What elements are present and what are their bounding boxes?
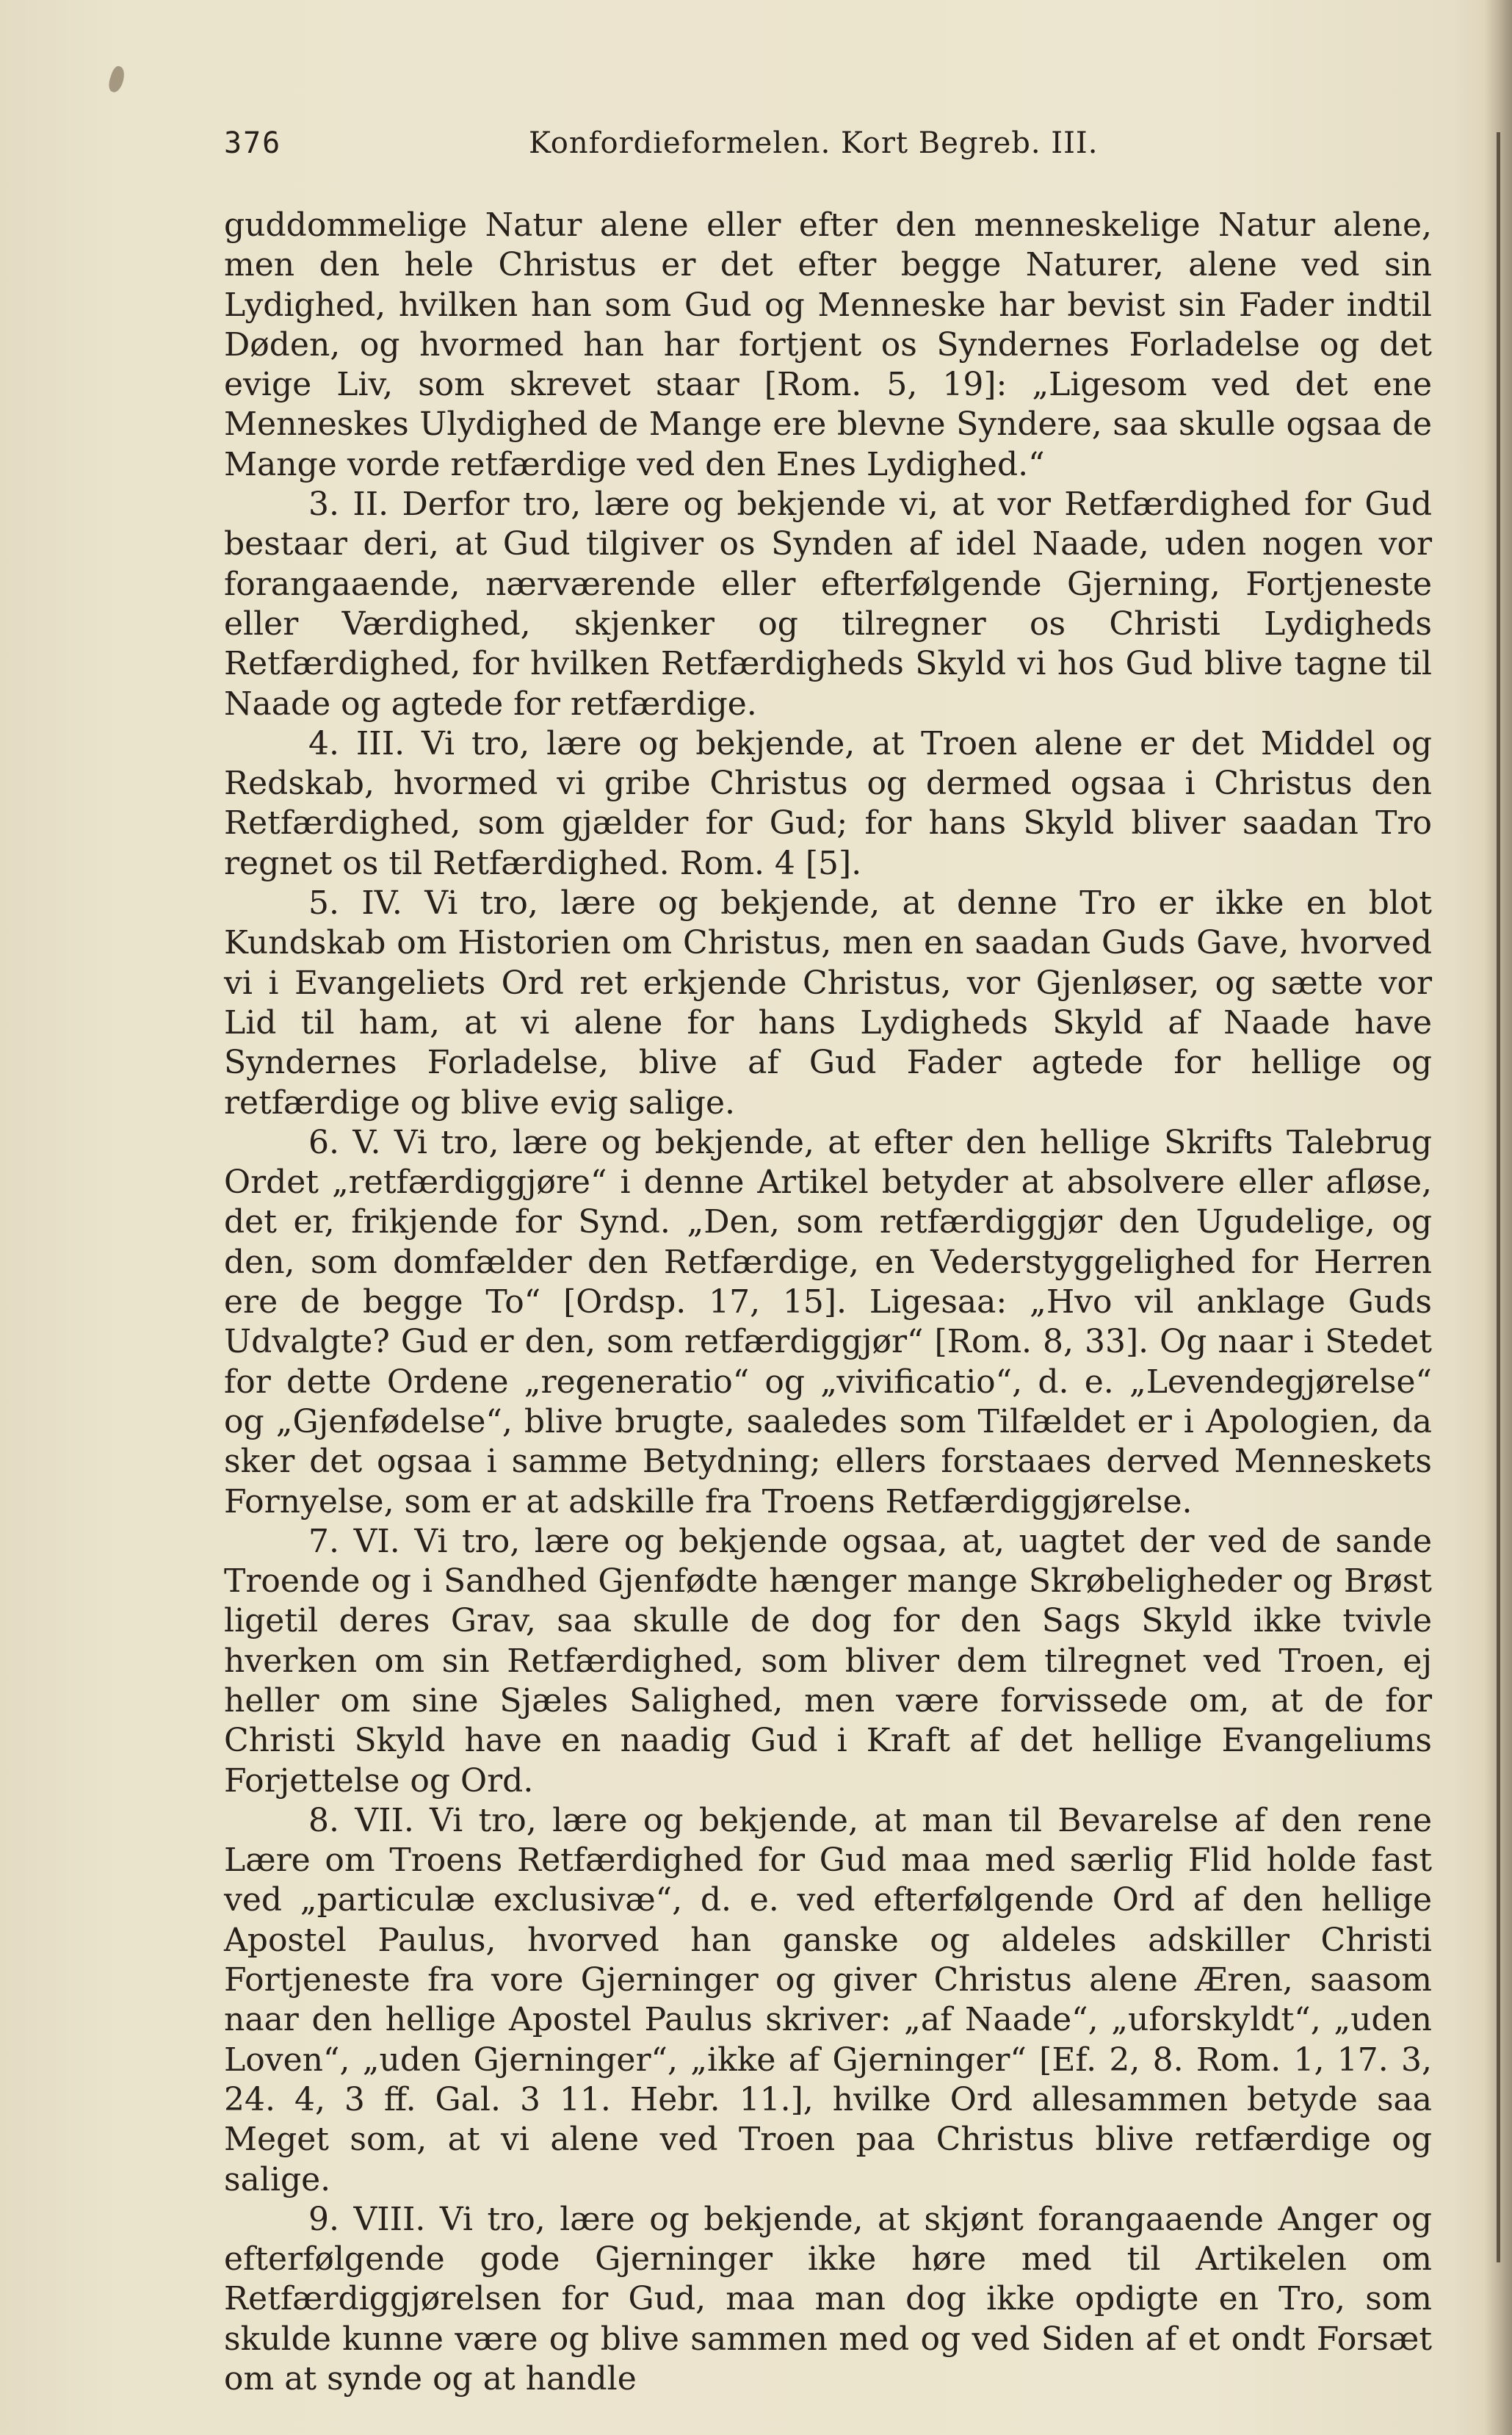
body-text [224,206,1432,2399]
page-number: 376 [224,126,282,160]
running-head: Konfordieformelen. Kort Begreb. III. [529,126,1099,160]
paragraph-article-2: 3. II. Derfor tro, lære og bekjende vi, at vor Retfærdighed for Gud bestaar deri, at Gud tilgiver os Synden af idel Naade, uden nogen vor forangaaende, nærværende eller efterfølgende Gjerning, Fortjeneste eller Værdighed, skjenker og tilregner os Christi Lydigheds Retfærdighed, for hvilken Retfærdigheds Skyld vi hos Gud blive tagne til Naade og agtede for retfærdige. [224,486,1432,723]
paragraph-article-3: 4. III. Vi tro, lære og bekjende, at Troen alene er det Middel og Redskab, hvormed vi gribe Christus og dermed ogsaa i Christus den Retfærdighed, som gjælder for Gud; for hans Skyld bliver saadan Tro regnet os til Retfærdighed. Rom. 4 [5]. [224,724,1432,882]
paragraph-continuation: guddommelige Natur alene eller efter den menneskelige Natur alene, men den hele Christus er det efter begge Naturer, alene ved sin Lydighed, hvilken han som Gud og Menneske har bevist sin Fader indtil Døden, og hvormed han har fortjent os Syndernes Forladelse og det evige Liv, som skrevet staar [Rom. 5, 19]: „Ligesom ved det ene Menneskes Ulydighed de Mange ere blevne Syndere, saa skulle ogsaa de Mange vorde retfærdige ved den Enes Lydighed.“ [224,206,1432,483]
page-header [224,126,1428,170]
ink-smudge [106,65,127,94]
binding-edge [1497,132,1500,2262]
paragraph-article-6: 7. VI. Vi tro, lære og bekjende ogsaa, at, uagtet der ved de sande Troende og i Sandhed Gjenfødte hænger mange Skrøbeligheder og Brøst ligetil deres Grav, saa skulle de dog for den Sags Skyld ikke tvivle hverken om sin Retfærdighed, som bliver dem tilregnet ved Troen, ej heller om sine Sjæles Salighed, men være forvissede om, at de for Christi Skyld have en naadig Gud i Kraft af det hellige Evangeliums Forjettelse og Ord. [224,1522,1432,1800]
paragraph-article-4: 5. IV. Vi tro, lære og bekjende, at denne Tro er ikke en blot Kundskab om Historien om Christus, men en saadan Guds Gave, hvorved vi i Evangeliets Ord ret erkjende Christus, vor Gjenløser, og sætte vor Lid til ham, at vi alene for hans Lydigheds Skyld af Naade have Syndernes Forladelse, blive af Gud Fader agtede for hellige og retfærdige og blive evig salige. [224,884,1432,1122]
paragraph-article-5: 6. V. Vi tro, lære og bekjende, at efter den hellige Skrifts Talebrug Ordet „retfærdiggjøre“ i denne Artikel betyder at absolvere eller afløse, det er, frikjende for Synd. „Den, som retfærdiggjør den Ugudelige, og den, som domfælder den Retfærdige, en Vederstyggelighed for Herren ere de begge To“ [Ordsp. 17, 15]. Ligesaa: „Hvo vil anklage Guds Udvalgte? Gud er den, som retfærdiggjør“ [Rom. 8, 33]. Og naar i Stedet for dette Ordene „regeneratio“ og „vivificatio“, d. e. „Levendegjørelse“ og „Gjenfødelse“, blive brugte, saaledes som Tilfældet er i Apologien, da sker det ogsaa i samme Betydning; ellers forstaaes derved Menneskets Fornyelse, som er at adskille fra Troens Retfærdiggjørelse. [224,1123,1432,1520]
paragraph-article-8: 9. VIII. Vi tro, lære og bekjende, at skjønt forangaaende Anger og efterfølgende gode Gjerninger ikke høre med til Artikelen om Retfærdiggjørelsen for Gud, maa man dog ikke opdigte en Tro, som skulde kunne være og blive sammen med og ved Siden af et ondt Forsæt om at synde og at handle [224,2200,1432,2398]
paragraph-article-7: 8. VII. Vi tro, lære og bekjende, at man til Bevarelse af den rene Lære om Troens Retfærdighed for Gud maa med særlig Flid holde fast ved „particulæ exclusivæ“, d. e. ved efterfølgende Ord af den hellige Apostel Paulus, hvorved han ganske og aldeles adskiller Christi Fortjeneste fra vore Gjerninger og giver Christus alene Æren, saasom naar den hellige Apostel Paulus skriver: „af Naade“, „uforskyldt“, „uden Loven“, „uden Gjerninger“, „ikke af Gjerninger“ [Ef. 2, 8. Rom. 1, 17. 3, 24. 4, 3 ff. Gal. 3 11. Hebr. 11.], hvilke Ord allesammen betyde saa Meget som, at vi alene ved Troen paa Christus blive retfærdige og salige. [224,1801,1432,2198]
